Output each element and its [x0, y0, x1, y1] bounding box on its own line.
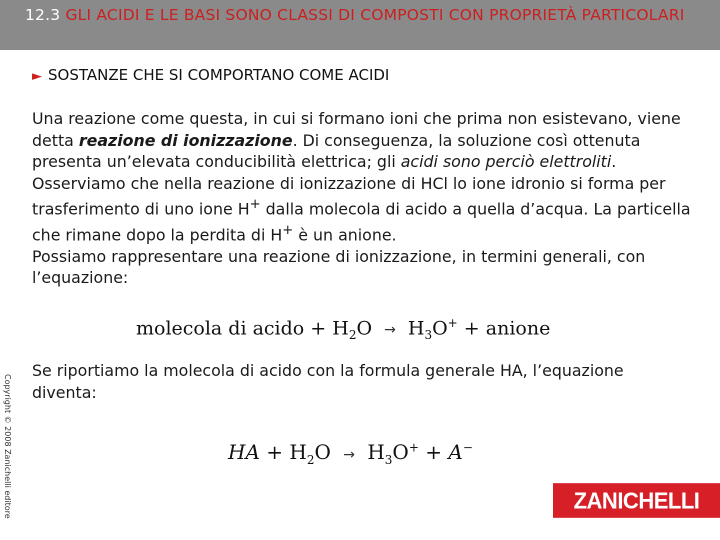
slide-title-text: GLI ACIDI E LE BASI SONO CLASSI DI COMPOSTI CON PROPRIETÀ PARTICOLARI: [65, 6, 685, 24]
slide-title: [25, 5, 685, 25]
reaction-arrow-icon: →: [384, 322, 396, 339]
body-text: [32, 108, 712, 289]
text-span: . Di conseguenza, la soluzione così ottenuta presenta un’elevata conducibilità elettrica; gli: [32, 130, 641, 171]
equation-general: [136, 316, 550, 342]
eq-subscript: 2: [348, 328, 357, 343]
eq-hydronium-h: H: [407, 317, 425, 340]
text-span: Una reazione come questa, in cui si formano ioni che prima non esistevano, viene detta: [32, 109, 681, 150]
copyright-text: Copyright © 2008 Zanichelli editore: [3, 374, 12, 519]
text-span: .: [611, 152, 617, 171]
text-span: dalla molecola di acido a quella d’acqua. La particella che rimane dopo la perdita di H: [32, 199, 691, 245]
bullet-arrow-icon: ►: [32, 69, 42, 84]
section-heading: [32, 66, 389, 84]
eq-plus: +: [463, 317, 480, 340]
superscript: +: [249, 197, 261, 212]
eq-subscript: 3: [424, 328, 433, 343]
eq-superscript: +: [408, 440, 419, 455]
section-title: SOSTANZE CHE SI COMPORTANO COME ACIDI: [48, 66, 390, 84]
eq-water-o: O: [314, 440, 331, 464]
eq-anion: anione: [485, 317, 551, 340]
section-number: 12.3: [25, 6, 61, 24]
equation-ha: [228, 440, 473, 467]
eq-subscript: 3: [384, 453, 393, 467]
text-span: Osserviamo che nella reazione di ionizzazione di HCl lo ione idronio si forma per trasferimento di uno ione H: [32, 173, 666, 219]
eq-water-h: H: [289, 440, 307, 464]
header-bar: [0, 0, 720, 50]
paragraph-2: [32, 173, 712, 246]
eq-plus: +: [310, 317, 327, 340]
reaction-arrow-icon: →: [343, 447, 355, 463]
emphasis-phrase: acidi sono perciò elettroliti: [400, 152, 612, 171]
paragraph-4: Se riportiamo la molecola di acido con la formula generale HA, l’equazione diventa:: [32, 361, 624, 402]
eq-superscript: −: [462, 440, 473, 455]
eq-hydronium-o: O: [392, 440, 409, 464]
paragraph-3: Possiamo rappresentare una reazione di ionizzazione, in termini generali, con l’equazione:: [32, 246, 646, 288]
eq-water-h: H: [332, 317, 349, 340]
eq-reactant: HA: [228, 440, 260, 464]
eq-reactant: molecola di acido: [136, 317, 305, 340]
publisher-logo: ZANICHELLI: [553, 483, 720, 518]
eq-plus: +: [266, 440, 284, 464]
eq-superscript: +: [447, 316, 458, 330]
text-span: è un anione.: [293, 225, 397, 245]
eq-subscript: 2: [306, 453, 315, 467]
paragraph-1: [32, 108, 712, 173]
eq-plus: +: [425, 440, 443, 464]
eq-anion: A: [448, 440, 463, 464]
eq-hydronium-h: H: [367, 440, 385, 464]
superscript: +: [282, 222, 294, 238]
eq-water-o: O: [356, 317, 373, 340]
emphasis-term: reazione di ionizzazione: [78, 130, 293, 150]
copyright-notice: [0, 374, 14, 524]
eq-hydronium-o: O: [432, 317, 448, 340]
